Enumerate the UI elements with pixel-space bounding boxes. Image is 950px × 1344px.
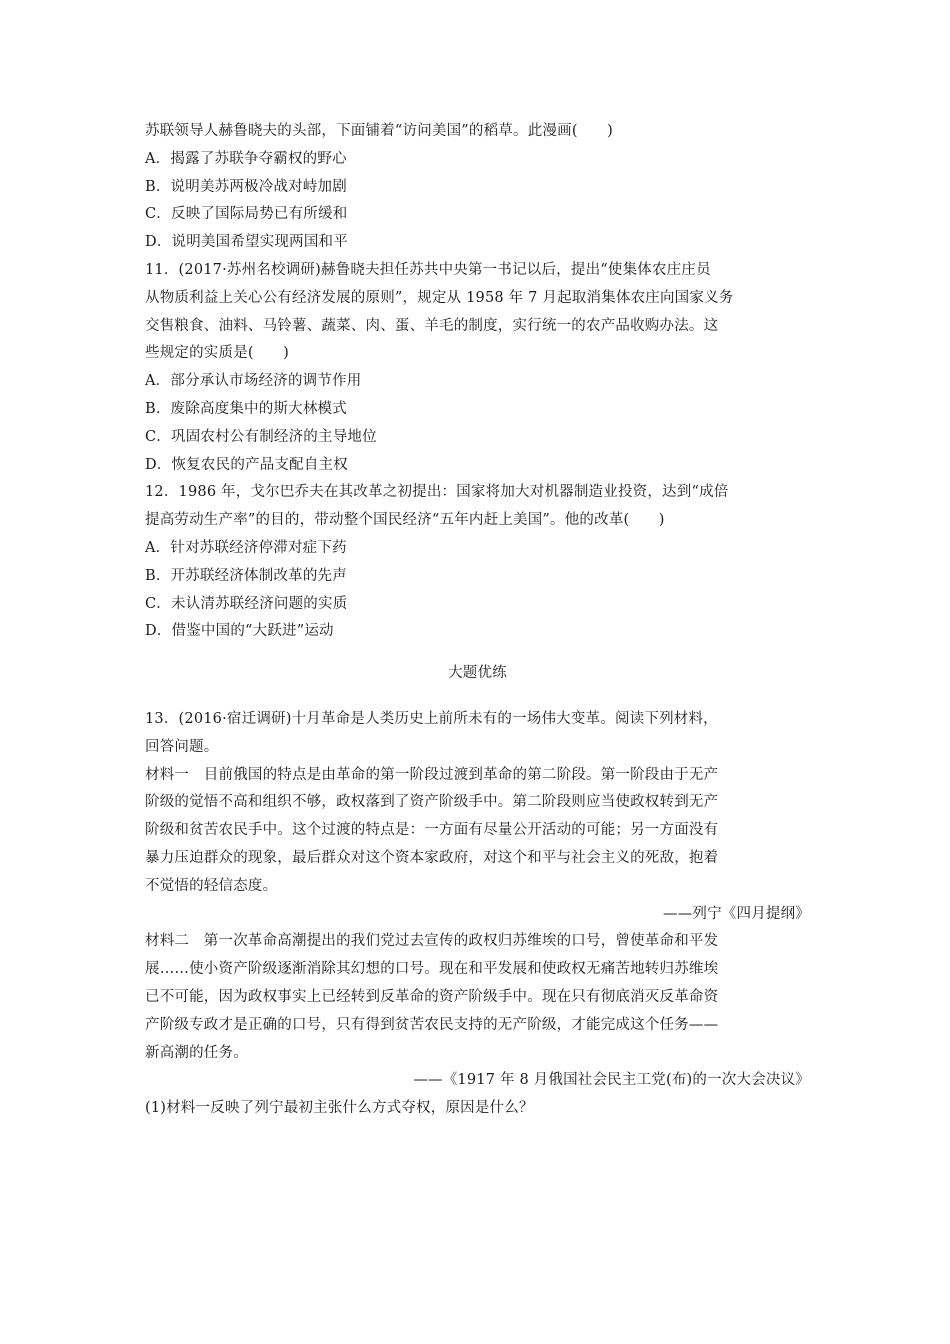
- q11-stem-line: 些规定的实质是( ): [145, 345, 290, 362]
- q12-option-c: C．未认清苏联经济问题的实质: [145, 595, 348, 612]
- q10-option-d: D．说明美国希望实现两国和平: [145, 234, 348, 251]
- material2-source: ——《1917 年 8 月俄国社会民主工党(布)的一次大会决议》: [413, 1072, 810, 1089]
- q11-option-b: B．废除高度集中的斯大林模式: [145, 400, 347, 417]
- q10-option-a: A．揭露了苏联争夺霸权的野心: [145, 150, 347, 167]
- q11-option-c: C．巩固农村公有制经济的主导地位: [145, 428, 377, 445]
- q10-option-c: C．反映了国际局势已有所缓和: [145, 206, 348, 223]
- q12-option-d: D．借鉴中国的“大跃进”运动: [145, 623, 334, 640]
- q11-stem-line: 交售粮食、油料、马铃薯、蔬菜、肉、蛋、羊毛的制度，实行统一的农产品收购办法。这: [145, 317, 719, 334]
- q10-stem: 苏联领导人赫鲁晓夫的头部，下面铺着“访问美国”的稻草。此漫画( ): [145, 123, 613, 139]
- q10-option-b: B．说明美苏两极冷战对峙加剧: [145, 178, 347, 195]
- q12-option-a: A．针对苏联经济停滞对症下药: [145, 539, 347, 556]
- material1-line: 暴力压迫群众的现象，最后群众对这个资本家政府，对这个和平与社会主义的死敌，抱着: [145, 849, 719, 866]
- material2-line: 新高潮的任务。: [145, 1044, 248, 1061]
- material1-line: 不觉悟的轻信态度。: [145, 877, 278, 894]
- q11-option-d: D．恢复农民的产品支配自主权: [145, 456, 348, 473]
- q11-stem-line: 从物质利益上关心公有经济发展的原则”，规定从 1958 年 7 月起取消集体农庄向国家义务: [145, 289, 734, 306]
- q12-stem-line: 提高劳动生产率”的目的，带动整个国民经济“五年内赶上美国”。他的改革( ): [145, 512, 665, 529]
- material2-line: 已不可能，因为政权事实上已经转到反革命的资产阶级手中。现在只有彻底消灭反革命资: [145, 988, 719, 1005]
- q11-stem-line: 11．(2017·苏州名校调研)赫鲁晓夫担任苏共中央第一书记以后，提出“使集体农庄庄员: [145, 261, 711, 278]
- material1-line: 阶级的觉悟不高和组织不够，政权落到了资产阶级手中。第二阶段则应当使政权转到无产: [145, 794, 719, 811]
- document-page: [145, 118, 810, 1123]
- section-title: 大题优练: [448, 665, 507, 682]
- material1-line: 阶级和贫苦农民手中。这个过渡的特点是：一方面有尽量公开活动的可能；另一方面没有: [145, 822, 719, 839]
- q12-stem-line: 12．1986 年，戈尔巴乔夫在其改革之初提出：国家将加大对机器制造业投资，达到“成倍: [145, 484, 729, 501]
- q13-stem-line: 回答问题。: [145, 738, 219, 755]
- material2-line: 展……使小资产阶级逐渐消除其幻想的口号。现在和平发展和使政权无痛苦地转归苏维埃: [145, 961, 719, 978]
- material1-line: 材料一 目前俄国的特点是由革命的第一阶段过渡到革命的第二阶段。第一阶段由于无产: [145, 766, 719, 783]
- material2-line: 材料二 第一次革命高潮提出的我们党过去宣传的政权归苏维埃的口号，曾使革命和平发: [145, 933, 719, 950]
- material1-source: ——列宁《四月提纲》: [663, 905, 810, 922]
- q13-subquestion-1: (1)材料一反映了列宁最初主张什么方式夺权，原因是什么？: [145, 1100, 534, 1117]
- q13-stem-line: 13．(2016·宿迁调研)十月革命是人类历史上前所未有的一场伟大变革。阅读下列材料，: [145, 710, 718, 727]
- q12-option-b: B．开苏联经济体制改革的先声: [145, 567, 347, 584]
- material2-line: 产阶级专政才是正确的口号，只有得到贫苦农民支持的无产阶级，才能完成这个任务——: [145, 1016, 719, 1033]
- q11-option-a: A．部分承认市场经济的调节作用: [145, 373, 362, 390]
